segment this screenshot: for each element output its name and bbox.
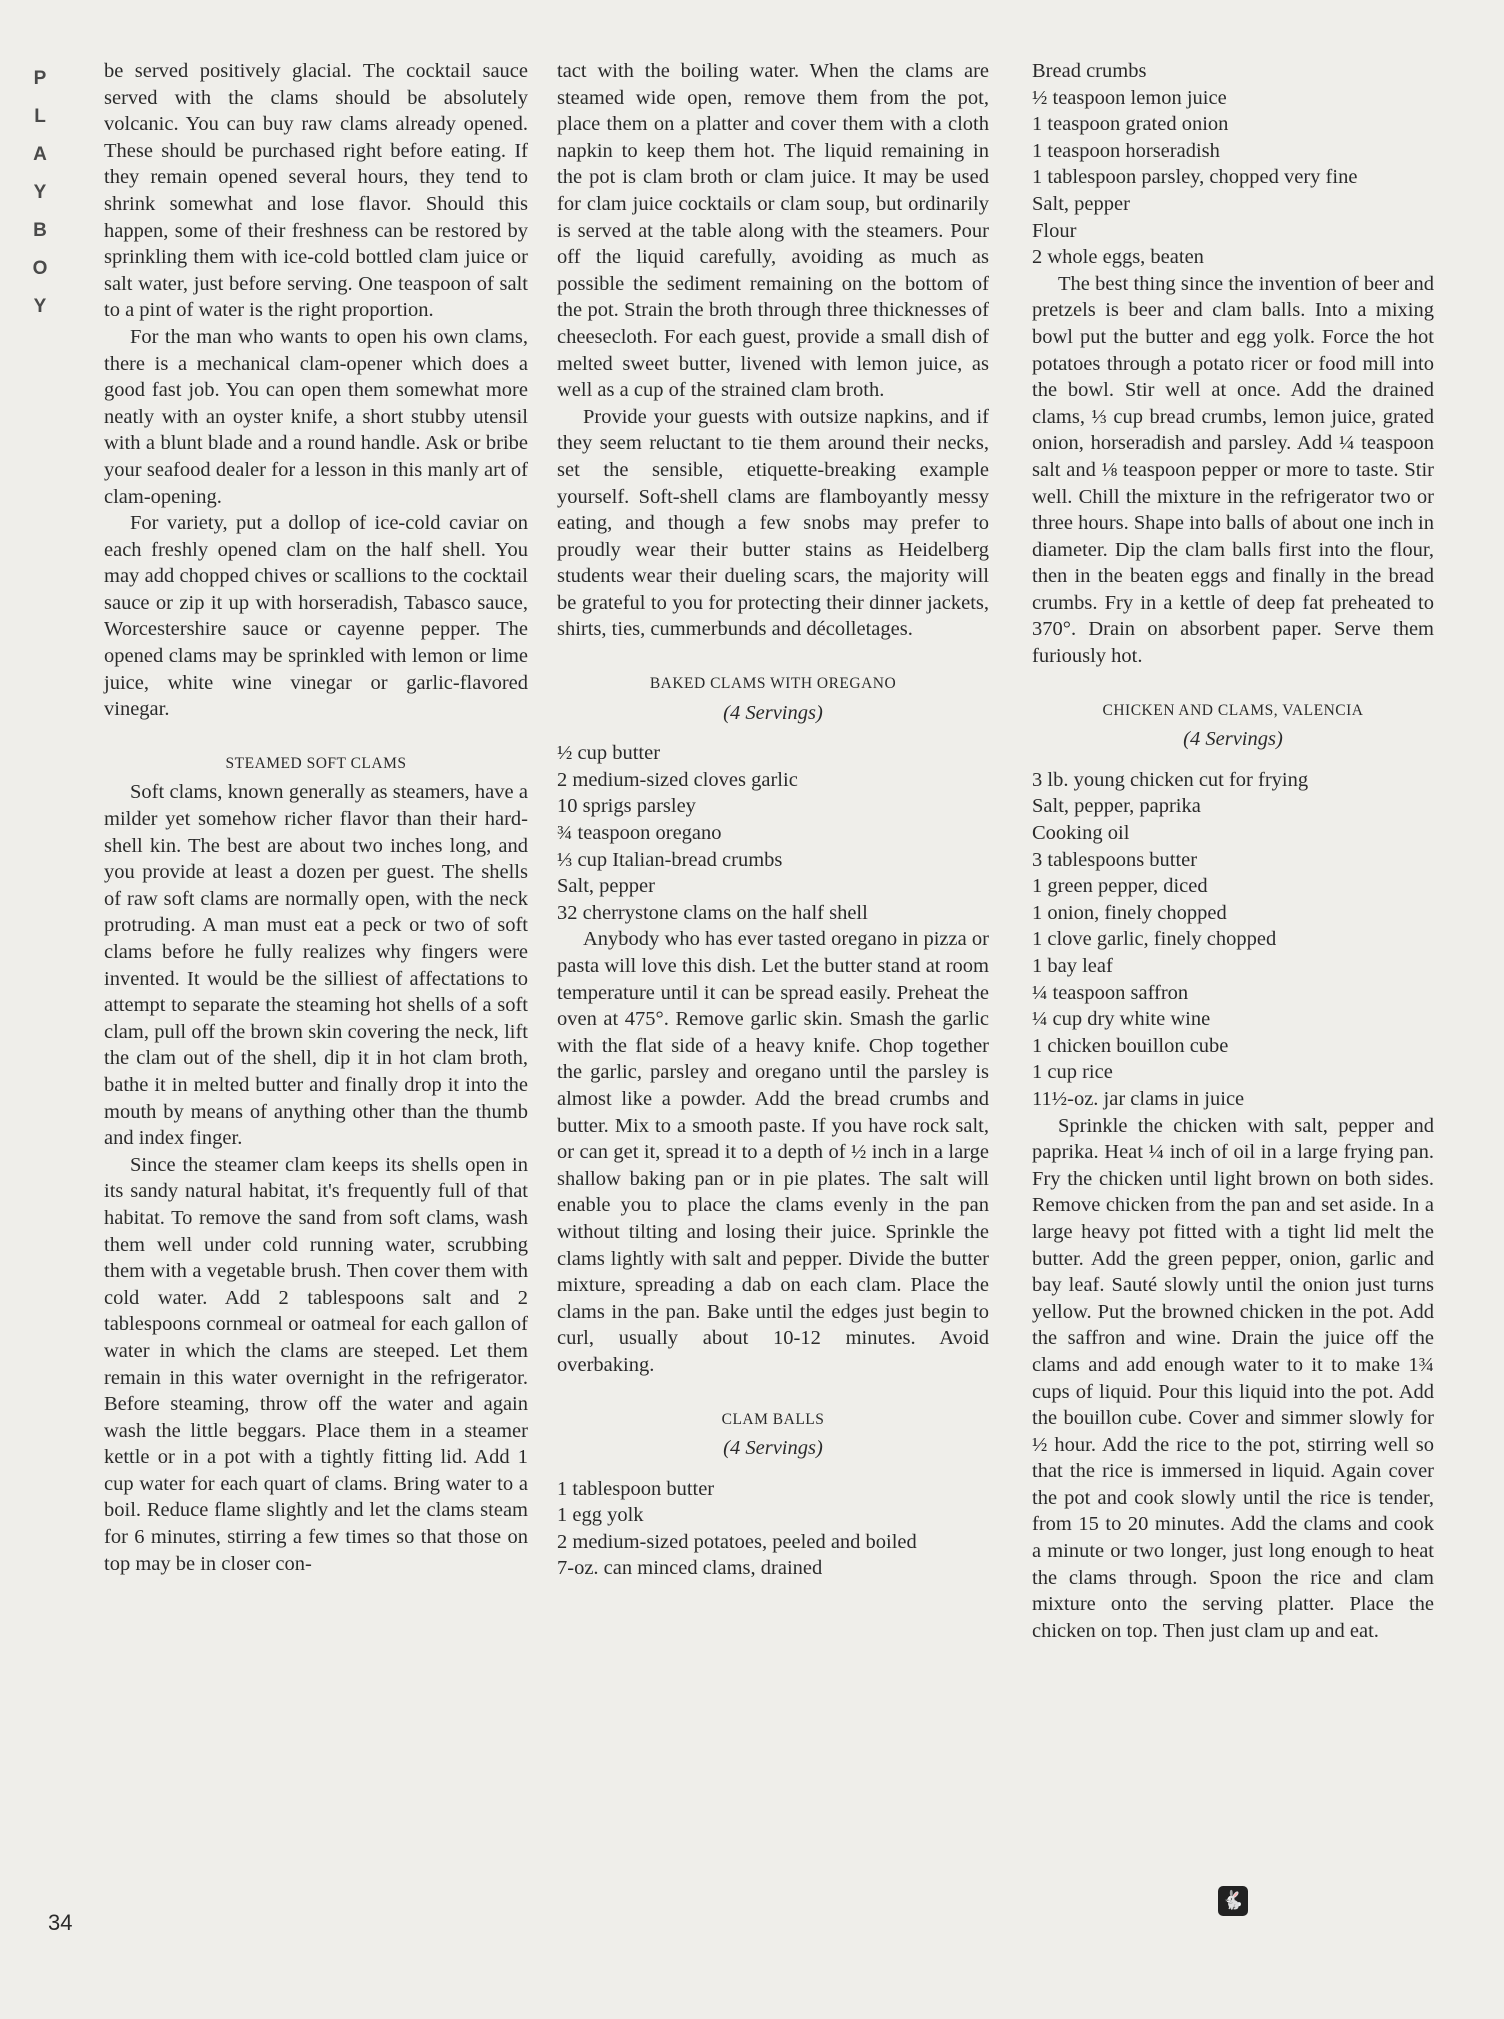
paragraph: For variety, put a dollop of ice-cold caviar on each freshly opened clam on the half shell. You may add chopped chives or scallions to the cocktail sauce or zip it up with horseradish, Tabasco sauce, Worcestershire sauce or cayenne pepper. The opened clams may be sprinkled with lemon or lime juice, white wine vinegar or garlic-flavored vinegar.	[104, 512, 528, 721]
paragraph: Since the steamer clam keeps its shells open in its sandy natural habitat, it's frequently full of that habitat. To remove the sand from soft clams, wash them well under cold running water, scrubbing them with a vegetable brush. Then cover them with cold water. Add 2 tablespoons salt and 2 tablespoons cornmeal or oatmeal for each gallon of water in which the clams are steeped. Let them remain in this water overnight in the refrigerator. Before steaming, throw off the water and again wash the little beggars. Place them in a steamer kettle or in a pot with a tightly fitting lid. Add 1 cup water for each quart of clams. Bring water to a boil. Reduce flame slightly and let the clams steam for 6 minutes, stirring a few times so that those on top may be in closer con-	[104, 1153, 528, 1575]
magazine-name-letter: B	[33, 220, 47, 241]
page-number: 34	[48, 1910, 73, 1935]
magazine-name-letter: A	[33, 144, 47, 165]
ingredient: 1 chicken bouillon cube	[1032, 1034, 1229, 1057]
ingredient: 1 egg yolk	[557, 1504, 644, 1527]
column-2	[557, 58, 989, 1582]
ingredient-list	[557, 1476, 989, 1582]
paragraph: be served positively glacial. The cocktail sauce served with the clams should be absolutely volcanic. You can buy raw clams already opened. These should be purchased right before eating. If they remain opened several hours, they tend to shrink somewhat and lose flavor. Should this happen, some of their freshness can be restored by sprinkling them with ice-cold bottled clam juice or salt water, just before serving. One teaspoon of salt to a pint of water is the right proportion.	[104, 60, 528, 322]
ingredient: ½ teaspoon lemon juice	[1032, 86, 1227, 109]
ingredient: Salt, pepper	[557, 875, 655, 898]
ingredient: 32 cherrystone clams on the half shell	[557, 901, 868, 924]
ingredient: 1 tablespoon butter	[557, 1477, 715, 1500]
paragraph: Anybody who has ever tasted oregano in pizza or pasta will love this dish. Let the butter stand at room temperature until it can be spread easily. Preheat the oven at 475°. Remove garlic skin. Smash the garlic with the flat side of a heavy knife. Chop together the garlic, parsley and oregano until the parsley is almost like a powder. Add the bread crumbs and butter. Mix to a smooth paste. If you have rock salt, or can get it, spread it to a depth of ½ inch in a large shallow baking pan or in pie plates. The salt will enable you to place the clams evenly in the pan without tilting and losing their juice. Sprinkle the clams lightly with salt and pepper. Divide the butter mixture, spreading a dab on each clam. Place the clams in the pan. Bake until the edges just begin to curl, usually about 10-12 minutes. Avoid overbaking.	[557, 928, 989, 1376]
ingredient: 1 onion, finely chopped	[1032, 901, 1227, 924]
column-3	[1032, 58, 1434, 1644]
ingredient: Cooking oil	[1032, 822, 1130, 845]
ingredient: 2 medium-sized potatoes, peeled and boiled	[557, 1530, 917, 1553]
ingredient: Bread crumbs	[1032, 60, 1147, 82]
magazine-name-vertical	[28, 60, 52, 326]
ingredient: 1 clove garlic, finely chopped	[1032, 928, 1277, 951]
ingredient: 1 teaspoon grated onion	[1032, 113, 1229, 136]
ingredient: Salt, pepper	[1032, 192, 1130, 215]
ingredient: 11½-oz. jar clams in juice	[1032, 1087, 1245, 1110]
recipe-title: CLAM BALLS	[721, 1410, 825, 1428]
column-1	[104, 58, 528, 1577]
ingredient: 7-oz. can minced clams, drained	[557, 1557, 823, 1580]
paragraph: The best thing since the invention of beer and pretzels is beer and clam balls. Into a mixing bowl put the butter and egg yolk. Force the hot potatoes through a potato ricer or food mill into the bowl. Stir well at once. Add the drained clams, ⅓ cup bread crumbs, lemon juice, grated onion, horseradish and parsley. Add ¼ teaspoon salt and ⅛ teaspoon pepper or more to taste. Stir well. Chill the mixture in the refrigerator two or three hours. Shape into balls of about one inch in diameter. Dip the clam balls first into the flour, then in the beaten eggs and finally in the bread crumbs. Fry in a kettle of deep fat preheated to 370°. Drain on absorbent paper. Serve them furiously hot.	[1032, 272, 1434, 668]
ingredient: 1 tablespoon parsley, chopped very fine	[1032, 166, 1358, 189]
ingredient: 1 green pepper, diced	[1032, 875, 1208, 898]
ingredient: 1 bay leaf	[1032, 955, 1113, 977]
bunny-end-mark-icon: 🐇	[1218, 1886, 1248, 1916]
recipe-servings: (4 Servings)	[1183, 728, 1283, 751]
ingredient: ¼ cup dry white wine	[1032, 1008, 1211, 1031]
ingredient: 2 medium-sized cloves garlic	[557, 768, 798, 791]
paragraph: Provide your guests with outsize napkins, and if they seem reluctant to tie them around their necks, set the sensible, etiquette-breaking example yourself. Soft-shell clams are flamboyantly messy eating, and though a few snobs may prefer to proudly wear their butter stains as Heidelberg students wear their dueling scars, the majority will be grateful to you for protecting their dinner jackets, shirts, ties, cummerbunds and décolletages.	[557, 405, 989, 641]
ingredient: Salt, pepper, paprika	[1032, 795, 1201, 818]
magazine-name-letter: Y	[33, 182, 47, 203]
paragraph: tact with the boiling water. When the clams are steamed wide open, remove them from the pot, place them on a platter and cover them with a cloth napkin to keep them hot. The liquid remaining in the pot is clam broth or clam juice. It may be used for clam juice cocktails or clam soup, but ordinarily is served at the table along with the steamers. Pour off the liquid carefully, avoiding as much as possible the sediment remaining on the bottom of the pot. Strain the broth through three thicknesses of cheesecloth. For each guest, provide a small dish of melted sweet butter, livened with lemon juice, as well as a cup of the strained clam broth.	[557, 60, 989, 402]
recipe-servings: (4 Servings)	[723, 1437, 823, 1460]
ingredient-list	[557, 740, 989, 926]
ingredient: ⅓ cup Italian-bread crumbs	[557, 848, 783, 871]
recipe-servings: (4 Servings)	[723, 701, 823, 724]
section-heading: STEAMED SOFT CLAMS	[225, 754, 407, 772]
ingredient: ¼ teaspoon saffron	[1032, 981, 1189, 1004]
ingredient: 2 whole eggs, beaten	[1032, 246, 1204, 269]
ingredient: 10 sprigs parsley	[557, 795, 696, 818]
ingredient: 1 teaspoon horseradish	[1032, 139, 1220, 162]
ingredient-list	[1032, 767, 1434, 1113]
paragraph: For the man who wants to open his own clams, there is a mechanical clam-opener which does a good fast job. You can open them somewhat more neatly with an oyster knife, a short stubby utensil with a blunt blade and a round handle. Ask or bribe your seafood dealer for a lesson in this manly art of clam-opening.	[104, 325, 528, 508]
ingredient: 3 lb. young chicken cut for frying	[1032, 768, 1309, 791]
paragraph: Soft clams, known generally as steamers, have a milder yet somehow richer flavor than their hard-shell kin. The best are about two inches long, and you provide at least a dozen per guest. The shells of raw soft clams are normally open, with the neck protruding. A man must eat a peck or two of soft clams before he fully realizes why fingers were invented. It would be the silliest of affectations to attempt to separate the steaming hot shells of a soft clam, pull off the brown skin covering the neck, lift the clam out of the shell, dip it in hot clam broth, bathe it in melted butter and finally drop it into the mouth by means of anything other than the thumb and index finger.	[104, 781, 528, 1150]
ingredient: ½ cup butter	[557, 742, 661, 765]
ingredient: 1 cup rice	[1032, 1061, 1113, 1084]
recipe-title: BAKED CLAMS WITH OREGANO	[649, 675, 897, 693]
magazine-name-letter: P	[33, 68, 47, 89]
magazine-name-letter: O	[32, 258, 48, 279]
paragraph: Sprinkle the chicken with salt, pepper and paprika. Heat ¼ inch of oil in a large frying pan. Fry the chicken until light brown on both sides. Remove chicken from the pan and set aside. In a large heavy pot fitted with a tight lid melt the butter. Add the green pepper, onion, garlic and bay leaf. Sauté slowly until the onion just turns yellow. Put the browned chicken in the pot. Add the saffron and wine. Drain the juice off the clams and add enough water to it to make 1¾ cups of liquid. Pour this liquid into the pot. Add the bouillon cube. Cover and simmer slowly for ½ hour. Add the rice to the pot, stirring well so that the rice is immersed in liquid. Again cover the pot and cook slowly until the rice is tender, from 15 to 20 minutes. Add the clams and cook a minute or two longer, just long enough to heat the clams through. Spoon the rice and clam mixture onto the serving platter. Place the chicken on top. Then just clam up and eat.	[1032, 1114, 1434, 1642]
ingredient: 3 tablespoons butter	[1032, 848, 1198, 871]
recipe-title: CHICKEN AND CLAMS, VALENCIA	[1102, 701, 1364, 719]
magazine-name-letter: L	[34, 106, 46, 127]
ingredient-list	[1032, 58, 1434, 271]
ingredient: ¾ teaspoon oregano	[557, 822, 722, 845]
magazine-name-letter: Y	[33, 296, 47, 317]
ingredient: Flour	[1032, 219, 1077, 242]
